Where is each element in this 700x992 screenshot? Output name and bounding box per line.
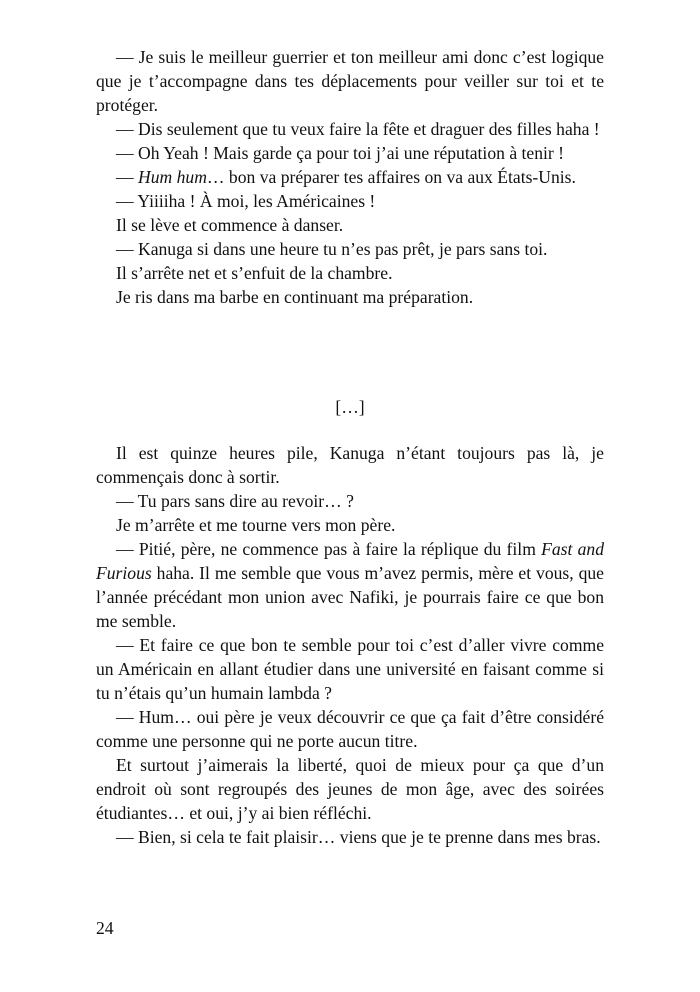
page-number: 24 <box>96 918 114 938</box>
italic-film-title: Fast and Furious <box>96 539 604 583</box>
paragraph: Il se lève et commence à danser. <box>116 215 344 235</box>
text-section-2 <box>96 441 604 849</box>
paragraph: — Je suis le meilleur guerrier et ton meilleur ami donc c’est logique que je t’accompagne dans tes déplacements pour veiller sur toi et te protéger. <box>96 47 604 115</box>
paragraph: — Dis seulement que tu veux faire la fête et draguer des filles haha ! <box>116 119 600 139</box>
italic-phrase: Hum hum <box>138 167 207 187</box>
paragraph: Il s’arrête net et s’enfuit de la chambre. <box>116 263 393 283</box>
paragraph <box>96 165 604 189</box>
paragraph: Je ris dans ma barbe en continuant ma préparation. <box>116 287 474 307</box>
paragraph <box>96 537 604 633</box>
text-section-1 <box>96 45 604 309</box>
paragraph-text: … bon va préparer tes affaires on va aux États-Unis. <box>206 167 576 187</box>
paragraph: — Kanuga si dans une heure tu n’es pas prêt, je pars sans toi. <box>116 239 548 259</box>
paragraph: — Oh Yeah ! Mais garde ça pour toi j’ai une réputation à tenir ! <box>116 143 565 163</box>
paragraph: — Hum… oui père je veux découvrir ce que ça fait d’être considéré comme une personne qui ne porte aucun titre. <box>96 707 604 751</box>
paragraph: — Et faire ce que bon te semble pour toi c’est d’aller vivre comme un Américain en allant étudier dans une université en faisant comme si tu n’étais qu’un humain lambda ? <box>96 635 604 703</box>
dialogue-dash: — <box>116 167 138 187</box>
paragraph-text: — Pitié, père, ne commence pas à faire la réplique du film <box>116 539 542 559</box>
paragraph: — Tu pars sans dire au revoir… ? <box>116 491 354 511</box>
paragraph: Il est quinze heures pile, Kanuga n’étant toujours pas là, je commençais donc à sortir. <box>96 443 604 487</box>
scene-break: […] <box>335 397 365 417</box>
paragraph: Je m’arrête et me tourne vers mon père. <box>116 515 396 535</box>
paragraph: Et surtout j’aimerais la liberté, quoi de mieux pour ça que d’un endroit où sont regroupés des jeunes de mon âge, avec des soirées étudiantes… et oui, j’y ai bien réfléchi. <box>96 755 604 823</box>
paragraph: — Bien, si cela te fait plaisir… viens que je te prenne dans mes bras. <box>116 827 601 847</box>
paragraph: — Yiiiiha ! À moi, les Américaines ! <box>116 191 376 211</box>
paragraph-text: haha. Il me semble que vous m’avez permis, mère et vous, que l’année précédant mon union avec Nafiki, je pourrais faire ce que bon me semble. <box>96 563 604 631</box>
